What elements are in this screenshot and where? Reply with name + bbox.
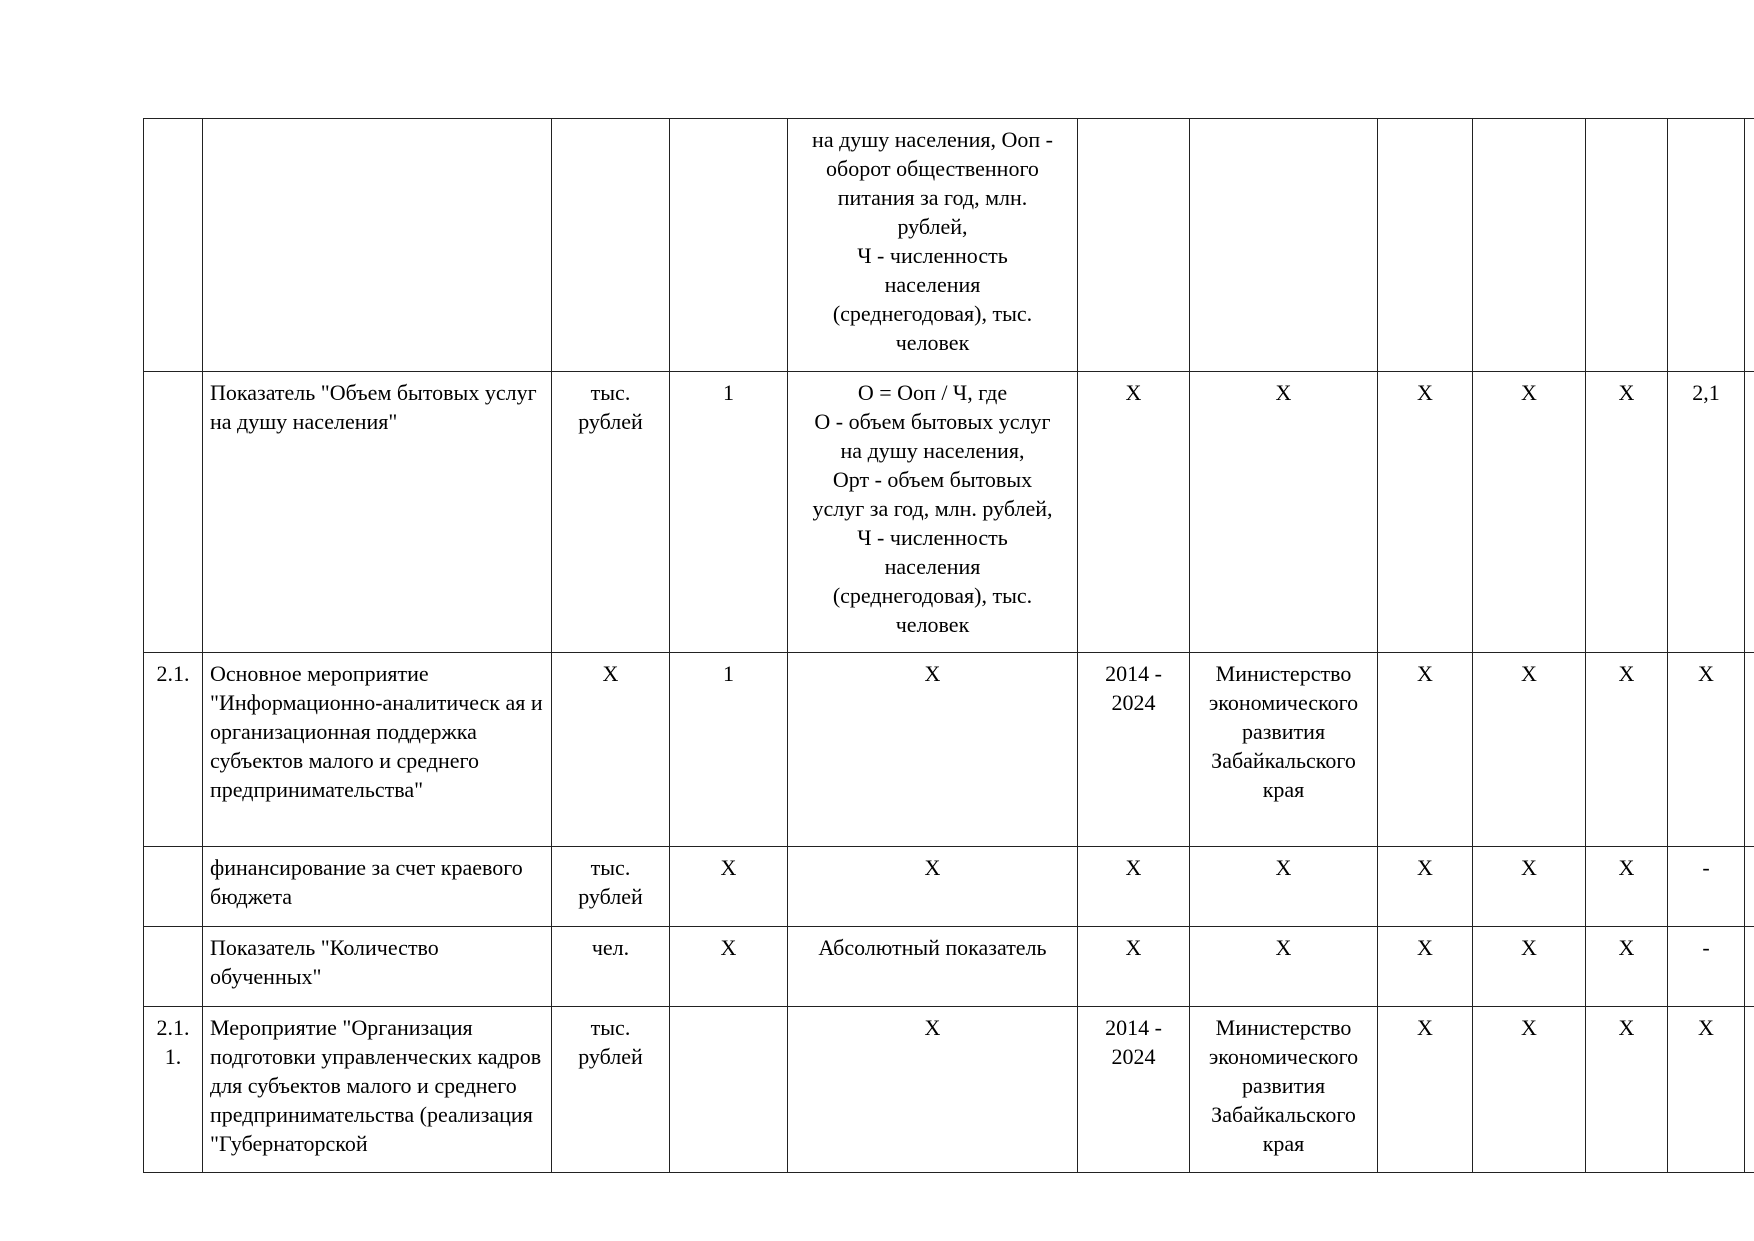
cell-weight: X	[670, 927, 788, 1007]
formula-text: Абсолютный показатель	[818, 935, 1047, 960]
cell-executor: X	[1190, 372, 1378, 653]
formula-text: X	[924, 855, 941, 880]
cell-value-3: X	[1586, 847, 1668, 927]
cell-value-4: X	[1668, 1007, 1745, 1173]
cell-unit: тыс. рублей	[552, 1007, 670, 1173]
cell-value-1	[1378, 119, 1473, 372]
cell-edge	[1745, 372, 1754, 653]
cell-unit: чел.	[552, 927, 670, 1007]
cell-formula	[788, 653, 1078, 847]
cell-unit: тыс. рублей	[552, 847, 670, 927]
table-row	[144, 1007, 1754, 1173]
cell-num	[144, 927, 203, 1007]
cell-period	[1078, 119, 1190, 372]
cell-num	[144, 119, 203, 372]
cell-num: 2.1. 1.	[144, 1007, 203, 1173]
cell-value-2: X	[1473, 372, 1586, 653]
cell-value-4: -	[1668, 927, 1745, 1007]
cell-value-2: X	[1473, 653, 1586, 847]
cell-executor: X	[1190, 847, 1378, 927]
formula-text: на душу населения, Ооп - оборот общественного питания за год, млн. рублей, Ч - численность населения (среднегодовая), тыс. человек	[812, 127, 1053, 355]
cell-executor: X	[1190, 927, 1378, 1007]
cell-weight	[670, 1007, 788, 1173]
cell-executor: Министерство экономического развития Забайкальского края	[1190, 1007, 1378, 1173]
cell-period: 2014 - 2024	[1078, 653, 1190, 847]
cell-name: Показатель "Объем бытовых услуг на душу населения"	[203, 372, 552, 653]
cell-num: 2.1.	[144, 653, 203, 847]
cell-edge	[1745, 1007, 1754, 1173]
formula-text: X	[924, 1015, 941, 1040]
table-row	[144, 119, 1754, 372]
cell-value-4	[1668, 119, 1745, 372]
cell-value-4: X	[1668, 653, 1745, 847]
cell-value-1: X	[1378, 372, 1473, 653]
cell-num	[144, 372, 203, 653]
cell-weight: 1	[670, 653, 788, 847]
cell-name	[203, 119, 552, 372]
cell-weight: 1	[670, 372, 788, 653]
cell-value-1: X	[1378, 1007, 1473, 1173]
cell-value-3	[1586, 119, 1668, 372]
cell-value-1: X	[1378, 653, 1473, 847]
cell-unit: тыс. рублей	[552, 372, 670, 653]
table-row	[144, 372, 1754, 653]
table-row	[144, 927, 1754, 1007]
cell-formula	[788, 119, 1078, 372]
cell-name: финансирование за счет краевого бюджета	[203, 847, 552, 927]
cell-name: Мероприятие "Организация подготовки управленческих кадров для субъектов малого и среднего предпринимательства (реализация "Губернаторской	[203, 1007, 552, 1173]
cell-unit	[552, 119, 670, 372]
cell-weight	[670, 119, 788, 372]
cell-edge	[1745, 927, 1754, 1007]
program-table	[143, 118, 1754, 1173]
cell-name: Показатель "Количество обученных"	[203, 927, 552, 1007]
cell-value-4: -	[1668, 847, 1745, 927]
cell-value-4: 2,1	[1668, 372, 1745, 653]
formula-text: X	[924, 661, 941, 686]
cell-executor: Министерство экономического развития Забайкальского края	[1190, 653, 1378, 847]
cell-formula	[788, 927, 1078, 1007]
cell-value-3: X	[1586, 1007, 1668, 1173]
cell-period: X	[1078, 372, 1190, 653]
cell-executor	[1190, 119, 1378, 372]
cell-period: X	[1078, 927, 1190, 1007]
cell-num	[144, 847, 203, 927]
cell-period: X	[1078, 847, 1190, 927]
table-row	[144, 653, 1754, 847]
cell-edge	[1745, 847, 1754, 927]
cell-value-3: X	[1586, 927, 1668, 1007]
cell-name: Основное мероприятие "Информационно-аналитическ ая и организационная поддержка субъектов малого и среднего предпринимательства"	[203, 653, 552, 847]
cell-formula	[788, 372, 1078, 653]
formula-text: О = Ооп / Ч, где О - объем бытовых услуг на душу населения, Орт - объем бытовых услуг за год, млн. рублей, Ч - численность населения (среднегодовая), тыс. человек	[812, 380, 1053, 637]
cell-value-2	[1473, 119, 1586, 372]
cell-formula	[788, 1007, 1078, 1173]
cell-value-2: X	[1473, 847, 1586, 927]
cell-value-1: X	[1378, 847, 1473, 927]
cell-value-2: X	[1473, 1007, 1586, 1173]
cell-edge	[1745, 653, 1754, 847]
cell-edge	[1745, 119, 1754, 372]
cell-value-2: X	[1473, 927, 1586, 1007]
table-row	[144, 847, 1754, 927]
cell-value-3: X	[1586, 653, 1668, 847]
cell-formula	[788, 847, 1078, 927]
cell-weight: X	[670, 847, 788, 927]
cell-unit: X	[552, 653, 670, 847]
cell-period: 2014 - 2024	[1078, 1007, 1190, 1173]
cell-value-3: X	[1586, 372, 1668, 653]
cell-value-1: X	[1378, 927, 1473, 1007]
